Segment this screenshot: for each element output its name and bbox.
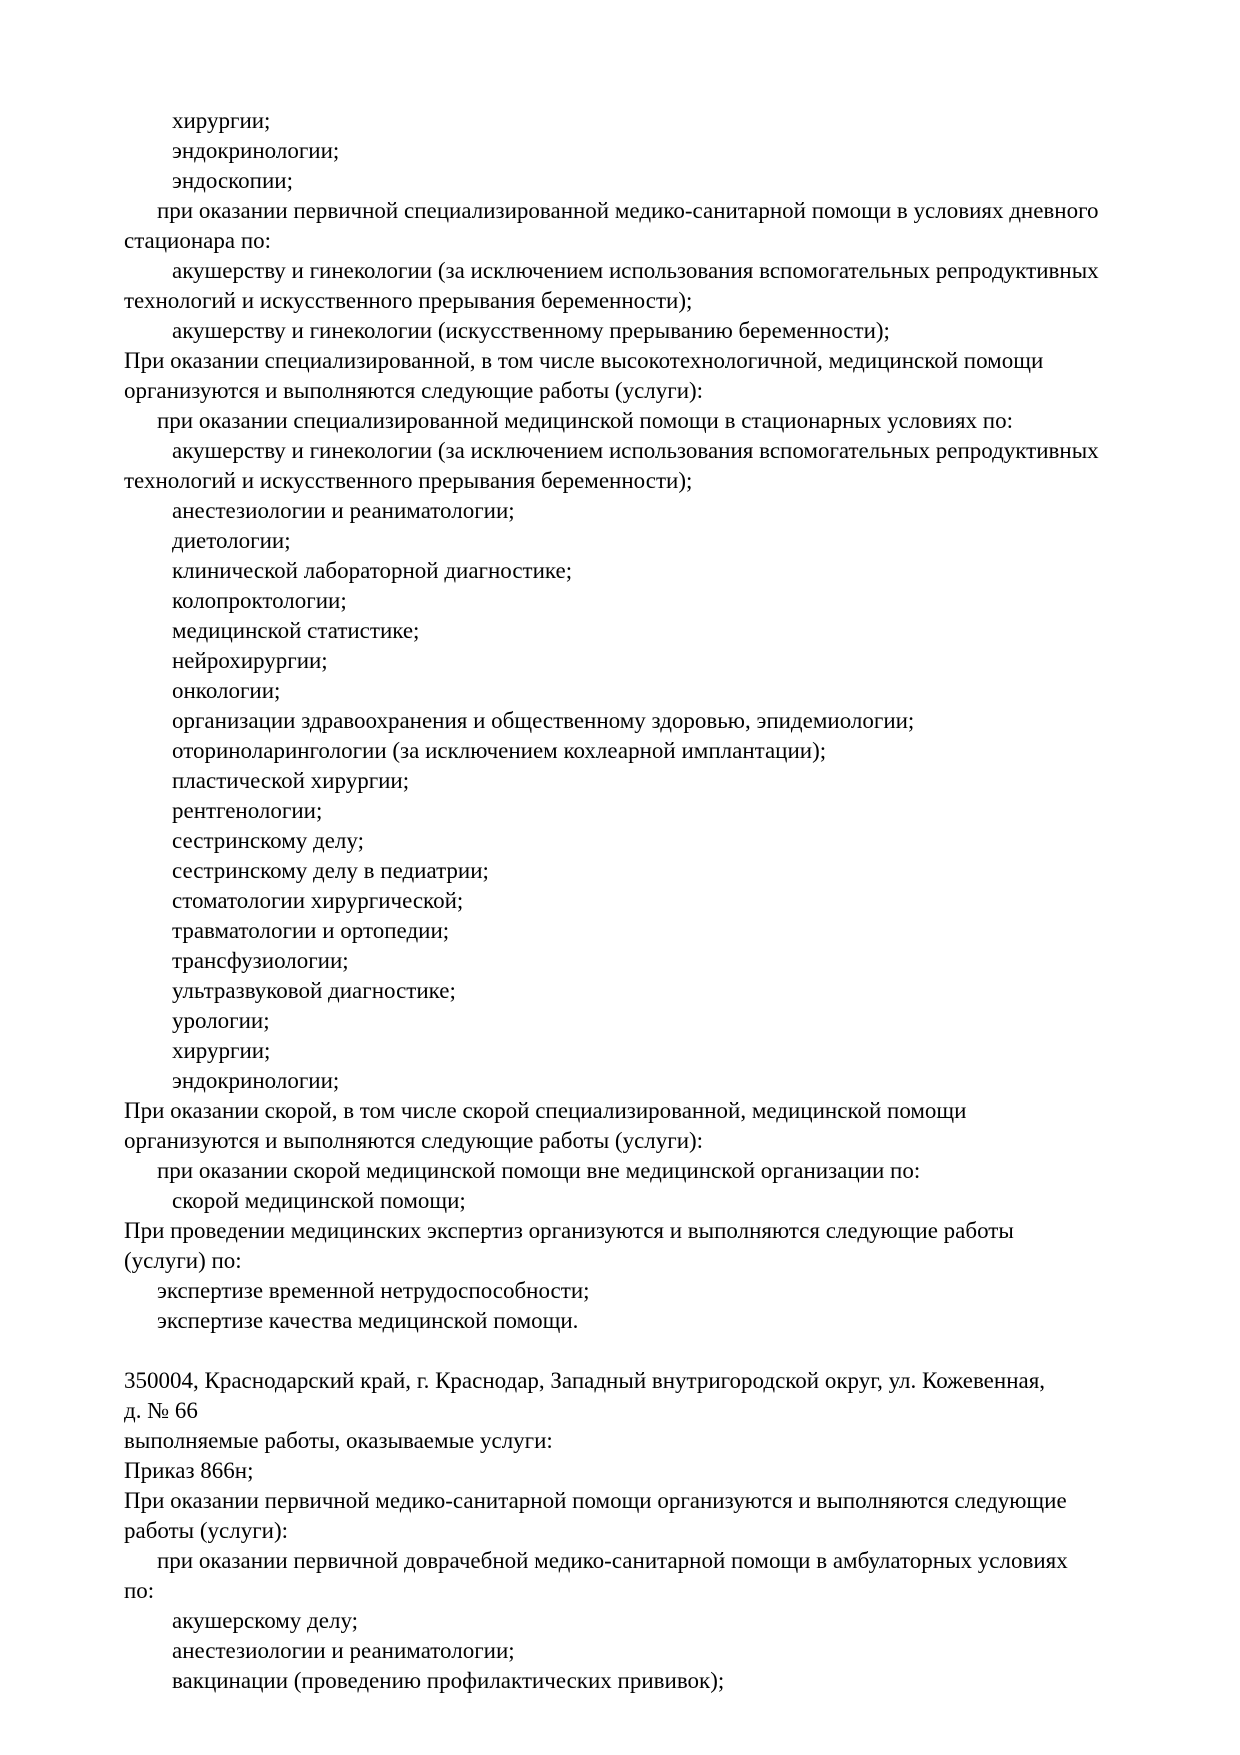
text-line: акушерству и гинекологии (за исключением использования вспомогательных репродуктивных: [172, 258, 1099, 283]
text-line: стоматологии хирургической;: [172, 888, 464, 913]
text-line: онкологии;: [172, 678, 281, 703]
text-line: акушерскому делу;: [172, 1608, 359, 1633]
text-line: выполняемые работы, оказываемые услуги:: [124, 1428, 553, 1453]
text-line: эндокринологии;: [172, 138, 340, 163]
text-line: технологий и искусственного прерывания беременности);: [124, 468, 693, 493]
text-line: колопроктологии;: [172, 588, 347, 613]
text-line: скорой медицинской помощи;: [172, 1188, 466, 1213]
text-line: ультразвуковой диагностике;: [172, 978, 456, 1003]
text-line: оториноларингологии (за исключением кохлеарной имплантации);: [172, 738, 827, 763]
text-line: эндокринологии;: [172, 1068, 340, 1093]
text-line: [124, 1336, 1184, 1366]
text-line: При оказании специализированной, в том числе высокотехнологичной, медицинской помощи: [124, 348, 1044, 373]
text-line: акушерству и гинекологии (искусственному прерыванию беременности);: [172, 318, 890, 343]
text-line: организуются и выполняются следующие работы (услуги):: [124, 1128, 704, 1153]
text-line: урологии;: [172, 1008, 270, 1033]
license-text-block: [124, 106, 1184, 1696]
text-line: организуются и выполняются следующие работы (услуги):: [124, 378, 704, 403]
text-line: эндоскопии;: [172, 168, 293, 193]
text-line: по:: [124, 1578, 155, 1603]
text-line: клинической лабораторной диагностике;: [172, 558, 573, 583]
text-line: при оказании специализированной медицинской помощи в стационарных условиях по:: [157, 408, 1013, 433]
text-line: 350004, Краснодарский край, г. Краснодар, Западный внутригородской округ, ул. Кожевенная,: [124, 1368, 1046, 1393]
text-line: анестезиологии и реаниматологии;: [172, 1638, 515, 1663]
text-line: (услуги) по:: [124, 1248, 242, 1273]
text-line: экспертизе временной нетрудоспособности;: [157, 1278, 590, 1303]
text-line: При проведении медицинских экспертиз организуются и выполняются следующие работы: [124, 1218, 1014, 1243]
text-line: д. № 66: [124, 1398, 198, 1423]
text-line: сестринскому делу;: [172, 828, 364, 853]
text-line: при оказании первичной доврачебной медико-санитарной помощи в амбулаторных условиях: [157, 1548, 1068, 1573]
text-line: рентгенологии;: [172, 798, 323, 823]
text-line: диетологии;: [172, 528, 291, 553]
text-line: трансфузиологии;: [172, 948, 349, 973]
text-line: анестезиологии и реаниматологии;: [172, 498, 515, 523]
text-line: травматологии и ортопедии;: [172, 918, 450, 943]
text-line: вакцинации (проведению профилактических прививок);: [172, 1668, 725, 1693]
text-line: При оказании скорой, в том числе скорой специализированной, медицинской помощи: [124, 1098, 967, 1123]
text-line: при оказании скорой медицинской помощи вне медицинской организации по:: [157, 1158, 921, 1183]
text-line: акушерству и гинекологии (за исключением использования вспомогательных репродуктивных: [172, 438, 1099, 463]
text-line: технологий и искусственного прерывания беременности);: [124, 288, 693, 313]
text-line: медицинской статистике;: [172, 618, 420, 643]
text-line: организации здравоохранения и общественному здоровью, эпидемиологии;: [172, 708, 915, 733]
text-line: работы (услуги):: [124, 1518, 288, 1543]
text-line: пластической хирургии;: [172, 768, 410, 793]
text-line: стационара по:: [124, 228, 272, 253]
text-line: Приказ 866н;: [124, 1458, 254, 1483]
text-line: сестринскому делу в педиатрии;: [172, 858, 489, 883]
text-line: При оказании первичной медико-санитарной помощи организуются и выполняются следующие: [124, 1488, 1067, 1513]
text-line: нейрохирургии;: [172, 648, 328, 673]
text-line: при оказании первичной специализированной медико-санитарной помощи в условиях дневного: [157, 198, 1099, 223]
text-line: хирургии;: [172, 108, 271, 133]
text-line: экспертизе качества медицинской помощи.: [157, 1308, 579, 1333]
text-line: хирургии;: [172, 1038, 271, 1063]
